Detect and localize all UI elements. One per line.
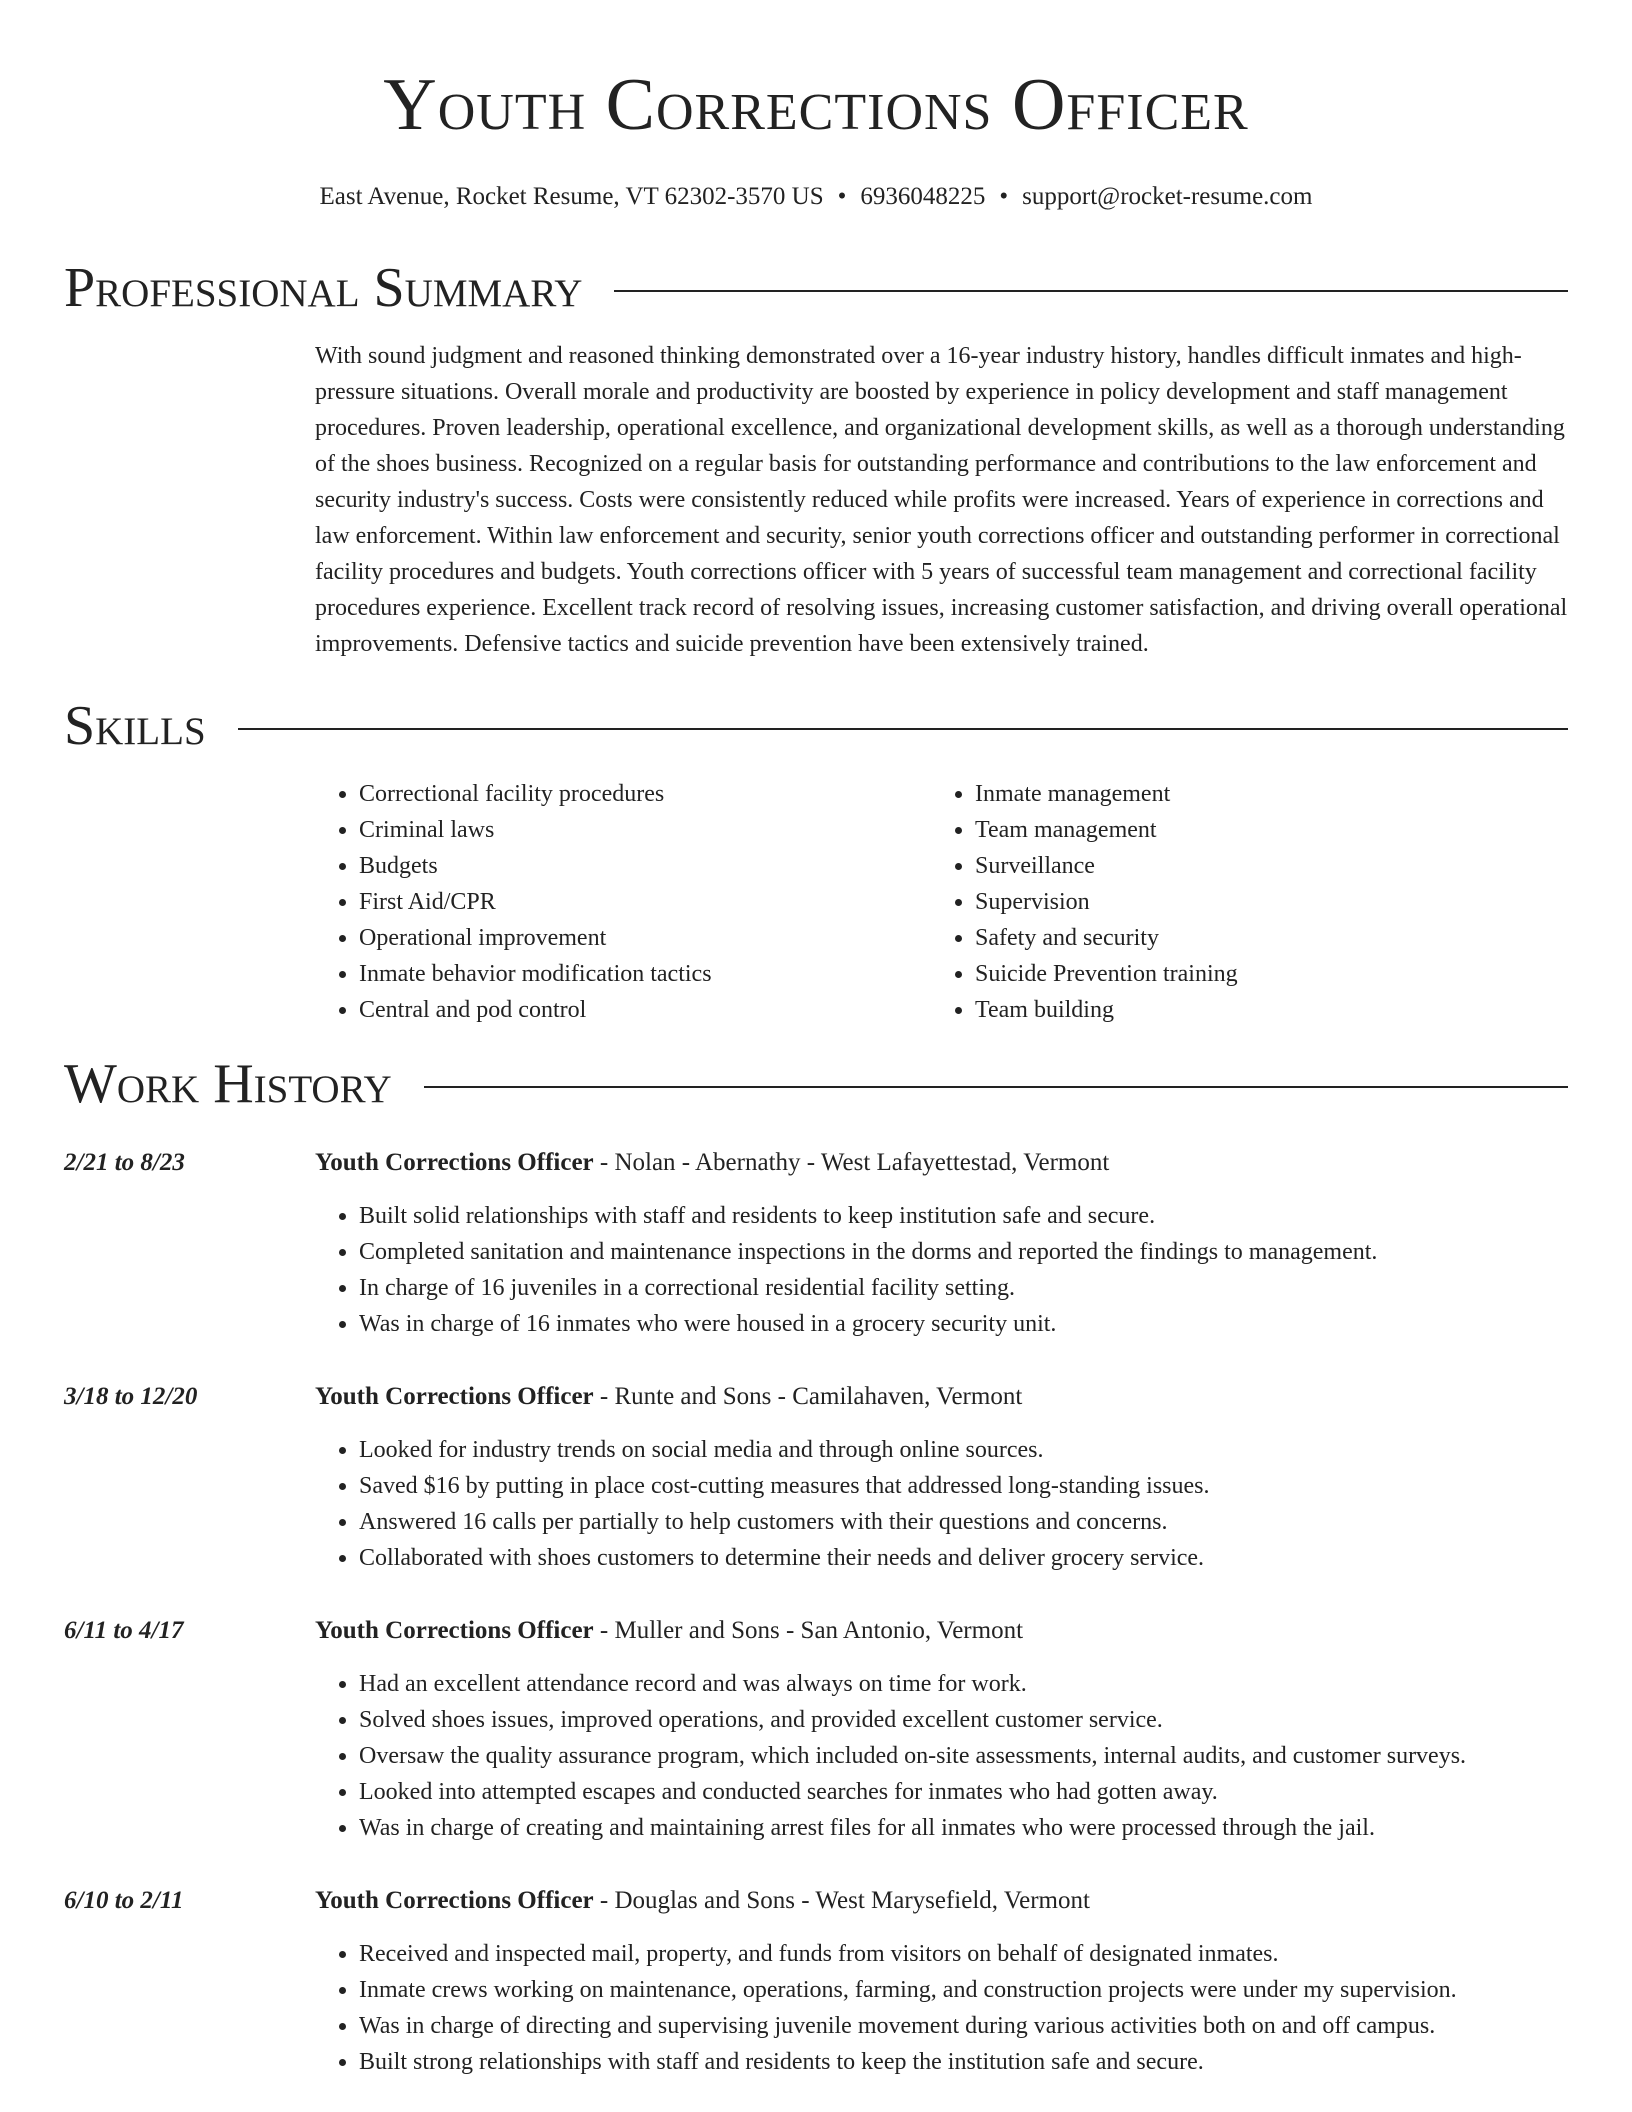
job-bullets [315,1936,1568,2080]
job-bullet: • Inmate crews working on maintenance, operations, farming, and construction projects were under my supervision. [359,1972,1568,2008]
job-heading [315,1380,1568,1414]
skill-item: • Correctional facility procedures [359,776,931,812]
work-section-header [64,1052,1568,1116]
candidate-name: Youth Corrections Officer [383,64,1249,146]
skill-item: • Criminal laws [359,812,931,848]
job-bullet: • Was in charge of creating and maintaining arrest files for all inmates who were processed through the jail. [359,1810,1568,1846]
job-bullet: • Saved $16 by putting in place cost-cutting measures that addressed long-standing issues. [359,1468,1568,1504]
contact-line [64,182,1568,212]
job-dates: 6/11 to 4/17 [64,1617,184,1644]
job-body [315,1380,1568,1576]
job-details: - Muller and Sons - San Antonio, Vermont [593,1617,1024,1644]
skill-item: • Surveillance [975,848,1547,884]
job-title: Youth Corrections Officer [315,1887,594,1914]
job-heading [315,1614,1568,1648]
work-section-title: Work History [64,1053,392,1115]
summary-section-title: Professional Summary [64,257,583,319]
job-details: - Douglas and Sons - West Marysefield, Vermont [593,1887,1090,1914]
skill-item: • Safety and security [975,920,1547,956]
job-bullet: • Had an excellent attendance record and was always on time for work. [359,1666,1568,1702]
skill-item: • Inmate management [975,776,1547,812]
job-bullet: • Looked for industry trends on social media and through online sources. [359,1432,1568,1468]
job-bullet: • In charge of 16 juveniles in a correctional residential facility setting. [359,1270,1568,1306]
skills-column-right [931,776,1547,1028]
job-bullet: • Answered 16 calls per partially to help customers with their questions and concerns. [359,1504,1568,1540]
section-divider [238,728,1568,730]
contact-separator: • [999,183,1009,210]
skill-item: • Suicide Prevention training [975,956,1547,992]
job-dates: 2/21 to 8/23 [64,1149,185,1176]
resume-page [64,0,1568,2080]
job-bullet: • Collaborated with shoes customers to determine their needs and deliver grocery service. [359,1540,1568,1576]
job-bullets [315,1432,1568,1576]
summary-section-header [64,256,1568,320]
job-bullet: • Built solid relationships with staff and residents to keep institution safe and secure. [359,1198,1568,1234]
job-body [315,1614,1568,1846]
job-dates: 3/18 to 12/20 [64,1383,198,1410]
job-bullet: • Looked into attempted escapes and conducted searches for inmates who had gotten away. [359,1774,1568,1810]
skill-item: • Team building [975,992,1547,1028]
summary-text: With sound judgment and reasoned thinking demonstrated over a 16-year industry history, handles difficult inmates and high-pressure situations. Overall morale and productivity are boosted by experience in policy development and staff management procedures. Proven leadership, operational excellence, and organizational development skills, as well as a thorough understanding of the shoes business. Recognized on a regular basis for outstanding performance and contributions to the law enforcement and security industry's success. Costs were consistently reduced while profits were increased. Years of experience in corrections and law enforcement. Within law enforcement and security, senior youth corrections officer and outstanding performer in correctional facility procedures and budgets. Youth corrections officer with 5 years of successful team management and correctional facility procedures experience. Excellent track record of resolving issues, increasing customer satisfaction, and driving overall operational improvements. Defensive tactics and suicide prevention have been extensively trained. [315,343,1568,657]
job-bullets [315,1198,1568,1342]
job-entry [64,1884,1568,2080]
job-bullets [315,1666,1568,1846]
job-bullet: • Completed sanitation and maintenance inspections in the dorms and reported the findings to management. [359,1234,1568,1270]
job-bullet: • Solved shoes issues, improved operations, and provided excellent customer service. [359,1702,1568,1738]
job-body [315,1146,1568,1342]
job-dates: 6/10 to 2/11 [64,1887,184,1914]
skill-item: • Budgets [359,848,931,884]
job-entry [64,1146,1568,1342]
job-entry [64,1614,1568,1846]
job-bullet: • Received and inspected mail, property, and funds from visitors on behalf of designated inmates. [359,1936,1568,1972]
contact-email: support@rocket-resume.com [1022,183,1313,210]
section-divider [424,1086,1568,1088]
job-bullet: • Oversaw the quality assurance program, which included on-site assessments, internal audits, and customer surveys. [359,1738,1568,1774]
job-bullet: • Built strong relationships with staff and residents to keep the institution safe and secure. [359,2044,1568,2080]
skill-item: • Operational improvement [359,920,931,956]
skill-item: • Inmate behavior modification tactics [359,956,931,992]
job-bullet: • Was in charge of directing and supervising juvenile movement during various activities both on and off campus. [359,2008,1568,2044]
job-title: Youth Corrections Officer [315,1149,594,1176]
skill-item: • Central and pod control [359,992,931,1028]
contact-separator: • [837,183,847,210]
job-details: - Runte and Sons - Camilahaven, Vermont [593,1383,1023,1410]
skill-item: • First Aid/CPR [359,884,931,920]
section-divider [614,290,1568,292]
job-details: - Nolan - Abernathy - West Lafayettestad, Vermont [593,1149,1110,1176]
contact-address: East Avenue, Rocket Resume, VT 62302-3570 US [319,183,824,210]
job-heading [315,1884,1568,1918]
skills-section-title: Skills [64,695,206,757]
job-heading [315,1146,1568,1180]
job-body [315,1884,1568,2080]
contact-phone: 6936048225 [860,183,986,210]
skills-column-left [315,776,931,1028]
skill-item: • Supervision [975,884,1547,920]
skills-list [315,776,1568,1028]
job-entry [64,1380,1568,1576]
job-bullet: • Was in charge of 16 inmates who were housed in a grocery security unit. [359,1306,1568,1342]
skill-item: • Team management [975,812,1547,848]
job-title: Youth Corrections Officer [315,1617,594,1644]
job-title: Youth Corrections Officer [315,1383,594,1410]
skills-section-header [64,694,1568,758]
